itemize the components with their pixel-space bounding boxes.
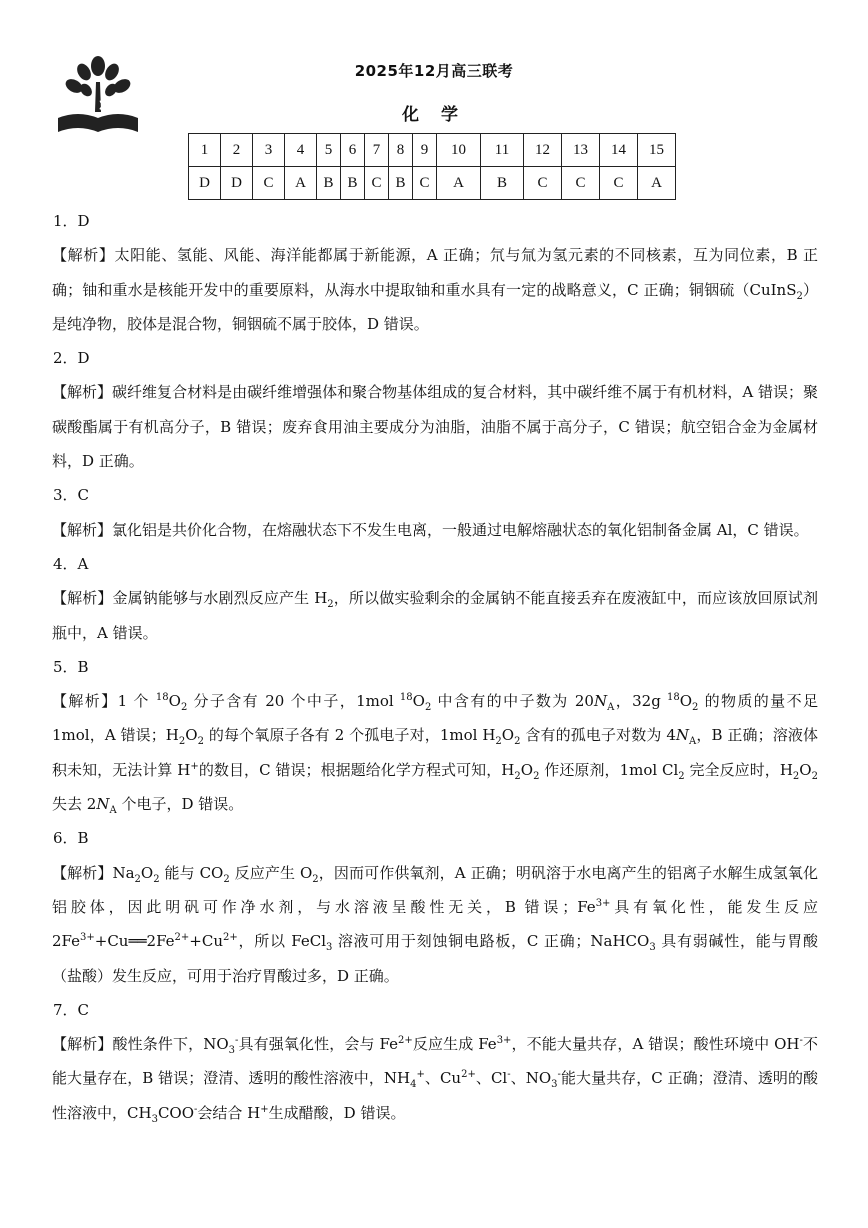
answer-cell: B [389, 167, 413, 200]
question-number-cell: 2 [221, 134, 253, 167]
answer-cell: D [189, 167, 221, 200]
exam-title: 2025年12月高三联考 [354, 62, 514, 80]
question-number: 2．D [53, 349, 90, 368]
explanation-text: 【解析】酸性条件下，$NO_3^-$具有强氧化性，会与 $Fe^{2+}$反应生成 $Fe^{3+}$，不能大量共存，A 错误；酸性环境中 OH-不能大量存在，B 错误；澄清、透明的酸性溶液中，$NH_4^+$、$Cu^{2+}$、Cl-、$NO_3^-$能大量共存，C 正确；澄清、透明的酸性溶液中，$CH_3COO^-$会结合 H+生成醋酸，D 错误。 [52, 1035, 819, 1125]
question-number: 1．D [53, 212, 90, 230]
question-number-cell: 9 [413, 134, 437, 167]
answer-cell: B [341, 167, 365, 200]
question-number-cell: 11 [481, 134, 524, 167]
answer-table [188, 133, 676, 200]
question-number: 3．C [53, 486, 90, 505]
question-number-cell: 8 [389, 134, 413, 167]
answer-cell: B [317, 167, 341, 200]
question-number-cell: 5 [317, 134, 341, 167]
explanation-text: 【解析】太阳能、氢能、风能、海洋能都属于新能源，A 正确；氘与氚为氢元素的不同核素，互为同位素，B 正确；铀和重水是核能开发中的重要原料，从海水中提取铀和重水具有一定的战略意义，C 正确；铜铟硫（CuInS$_2$）是纯净物，胶体是混合物，铜铟硫不属于胶体，D 错误。 [52, 246, 818, 333]
answer-cell: C [365, 167, 389, 200]
answer-cell: C [253, 167, 285, 200]
question-number-cell: 3 [253, 134, 285, 167]
answer-cell: B [481, 167, 524, 200]
explanation-text: 【解析】金属钠能够与水剧烈反应产生 $H_2$，所以做实验剩余的金属钠不能直接丢弃在废液缸中，而应该放回原试剂瓶中，A 错误。 [52, 589, 818, 642]
question-number-cell: 13 [562, 134, 600, 167]
answer-cell: A [437, 167, 481, 200]
question-number-cell: 6 [341, 134, 365, 167]
answer-table-answer-row [189, 167, 676, 200]
question-number-cell: 4 [285, 134, 317, 167]
question-number-cell: 15 [638, 134, 676, 167]
answer-cell: C [600, 167, 638, 200]
explanation-text: 【解析】碳纤维复合材料是由碳纤维增强体和聚合物基体组成的复合材料，其中碳纤维不属于有机材料，A 错误；聚碳酸酯属于有机高分子，B 错误；废弃食用油主要成分为油脂，油脂不属于高分子，C 错误；航空铝合金为金属材料，D 正确。 [52, 383, 818, 471]
question-number-cell: 7 [365, 134, 389, 167]
answer-cell: C [524, 167, 562, 200]
answer-cell: C [413, 167, 437, 200]
question-number: 5．B [53, 657, 89, 676]
answer-table-number-row [189, 134, 676, 167]
question-number: 6．B [53, 829, 89, 848]
answer-cell: A [285, 167, 317, 200]
explanations [52, 204, 818, 1130]
question-number-cell: 14 [600, 134, 638, 167]
answer-cell: A [638, 167, 676, 200]
question-number: 4．A [53, 554, 89, 573]
explanation-text: 【解析】氯化铝是共价化合物，在熔融状态下不发生电离，一般通过电解熔融状态的氧化铝制备金属 Al，C 错误。 [52, 520, 809, 539]
question-number-cell: 1 [189, 134, 221, 167]
answer-cell: C [562, 167, 600, 200]
question-number: 7．C [53, 1000, 90, 1019]
explanation-text: 【解析】$Na_2O_2$ 能与 $CO_2$ 反应产生 $O_2$，因而可作供氧剂，A 正确；明矾溶于水电离产生的铝离子水解生成氢氧化铝胶体，因此明矾可作净水剂，与水溶液呈酸性无关，B 错误；$Fe^{3+}$具有氧化性，能发生反应 $2Fe^{3+}+Cu══2Fe^{2+}+Cu^{2+}$，所以 FeCl$_3$ 溶液可用于刻蚀铜电路板，C 正确；NaHCO$_3$ 具有弱碱性，能与胃酸（盐酸）发生反应，可用于治疗胃酸过多，D 正确。 [52, 863, 818, 985]
question-number-cell: 12 [524, 134, 562, 167]
answer-cell: D [221, 167, 253, 200]
question-number-cell: 10 [437, 134, 481, 167]
subject-title: 化 学 [402, 105, 466, 125]
explanation-text: 【解析】1 个 $^{18}O_2$ 分子含有 20 个中子，1mol $^{18}O_2$ 中含有的中子数为 $20N_A$，32g $^{18}O_2$ 的物质的量不足 1mol，A 错误；$H_2O_2$ 的每个氧原子各有 2 个孤电子对，1mol $H_2O_2$ 含有的孤电子对数为 $4N_A$，B 正确；溶液体积未知，无法计算 H+的数目，C 错误；根据题给化学方程式可知，$H_2O_2$ 作还原剂，1mol $Cl_2$ 完全反应时，$H_2O_2$ 失去 $2N_A$ 个电子，D 错误。 [52, 692, 819, 817]
